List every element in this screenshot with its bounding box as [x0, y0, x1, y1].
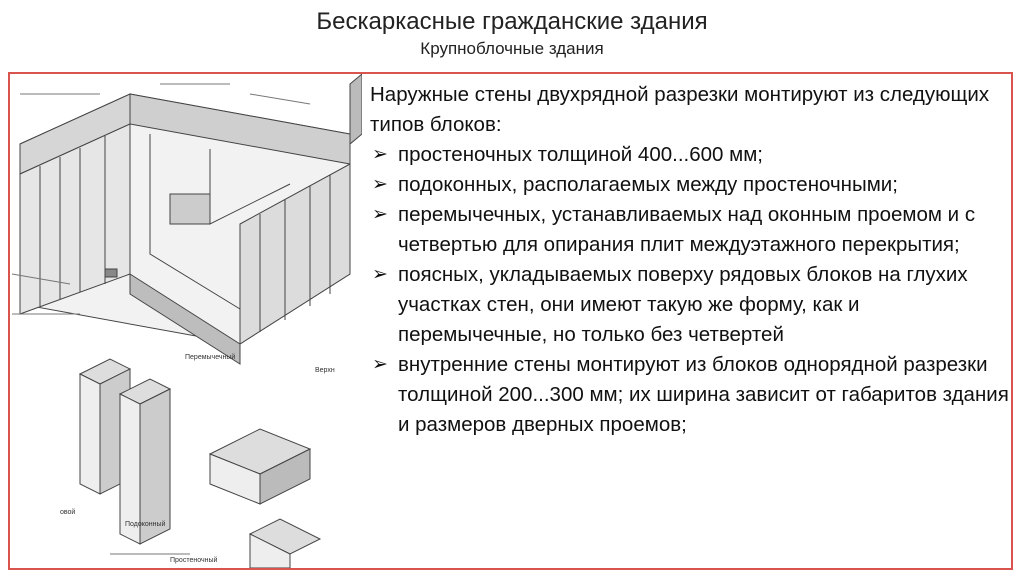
- page-title: Бескаркасные гражданские здания: [316, 8, 708, 35]
- building-axonometric-drawing: [12, 74, 362, 364]
- list-item: ➢ подоконных, располагаемых между простеночными;: [370, 170, 1010, 200]
- arrow-bullet-icon: ➢: [372, 264, 388, 285]
- arrow-bullet-icon: ➢: [372, 204, 388, 225]
- building-illustration: [10, 74, 362, 568]
- block-types-list: [370, 140, 1010, 440]
- label-podokonny: Подоконный: [125, 521, 166, 528]
- label-peremychechny: Перемычечный: [185, 354, 236, 361]
- arrow-bullet-icon: ➢: [372, 144, 388, 165]
- block-types-drawing: [80, 359, 320, 568]
- body-text: [370, 80, 1010, 440]
- list-item: ➢ простеночных толщиной 400...600 мм;: [370, 140, 1010, 170]
- page-subtitle: Крупноблочные здания: [420, 39, 604, 58]
- label-prostenochny: Простеночный: [170, 557, 218, 564]
- list-item: ➢ перемычечных, устанавливаемых над оконным проемом и с четвертью для опирания плит междуэтажного перекрытия;: [370, 200, 1010, 260]
- label-rovoi: овой: [60, 509, 76, 516]
- intro-paragraph: Наружные стены двухрядной разрезки монтируют из следующих типов блоков:: [370, 83, 990, 136]
- arrow-bullet-icon: ➢: [372, 174, 388, 195]
- list-item: ➢ внутренние стены монтируют из блоков однорядной разрезки толщиной 200...300 мм; их ширина зависит от габаритов здания и размеров дверных проемов;: [370, 350, 1010, 440]
- label-verkhny: Верхн: [315, 367, 335, 374]
- arrow-bullet-icon: ➢: [372, 354, 388, 375]
- list-item: ➢ поясных, укладываемых поверху рядовых блоков на глухих участках стен, они имеют такую же форму, как и перемычечные, но только без четвертей: [370, 260, 1010, 350]
